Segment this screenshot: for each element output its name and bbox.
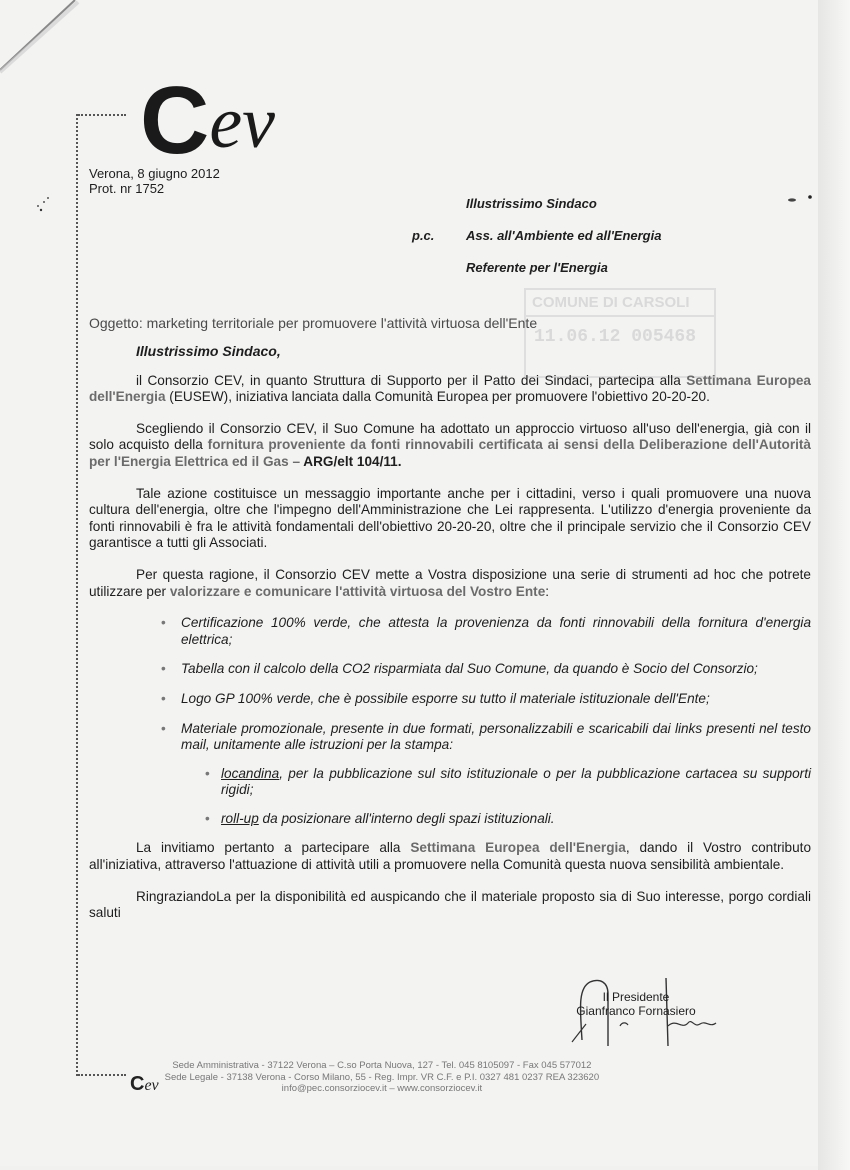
pc-label: p.c. (412, 228, 435, 243)
cev-logo: C ev (140, 67, 276, 174)
stray-ink-mark (30, 190, 60, 220)
protocol-number: Prot. nr 1752 (89, 181, 165, 196)
letter-subject: Oggetto: marketing territoriale per promuovere l'attività virtuosa dell'Ente (89, 315, 538, 331)
list-item: • locandina, per la pubblicazione sul sito istituzionale o per la pubblicazione cartacea su supporti rigidi; (221, 766, 811, 799)
signatory-title: Il Presidente (602, 990, 670, 1004)
letterhead-dotted-line-bottom (78, 1074, 126, 1076)
highlight-renewable-supply: fornitura proveniente da fonti rinnovabili certificata ai sensi della Deliberazione dell'Autorità per l'Energia Elettrica ed il Gas – (89, 437, 811, 469)
stamp-municipality: COMUNE DI CARSOLI (526, 290, 714, 317)
list-item: • Materiale promozionale, presente in due formati, personalizzabili e scaricabili dai links presenti nel testo mail, unitamente alle istruzioni per la stampa: • locandina, per la pubblicazione sul sito istituzionale o per la pubblicazione cartacea su supporti rigidi; • roll-up da posizionare all'interno degli spazi istituzionali. (181, 721, 811, 828)
letterhead-dotted-line (76, 114, 78, 1076)
regulation-reference: ARG/elt 104/11. (303, 453, 402, 469)
paragraph-6: RingraziandoLa per la disponibilità ed auspicando che il materiale proposto sia di Suo interesse, porgo cordiali saluti (89, 888, 811, 921)
paragraph-2: Scegliendo il Consorzio CEV, il Suo Comune ha adottato un approccio virtuoso all'uso dell'energia, già con il solo acquisto della fornitura proveniente da fonti rinnovabili certificata ai sensi della Deliberazione dell'Autorità per l'Energia Elettrica ed il Gas – ARG/elt 104/11. (89, 420, 811, 469)
recipient-assessor: Ass. all'Ambiente ed all'Energia (466, 228, 662, 243)
date-block (89, 166, 220, 196)
recipient-block (412, 196, 661, 292)
footer-contacts: info@pec.consorziocev.it – www.consorziocev.it (281, 1083, 483, 1094)
highlight-eusew-2: Settimana Europea dell'Energia (410, 840, 626, 856)
tools-list (89, 615, 811, 827)
stray-ink-mark (784, 192, 814, 206)
paragraph-1: il Consorzio CEV, in quanto Struttura di Supporto per il Patto dei Sindaci, partecipa alla Settimana Europea dell'Energia (EUSEW), iniziativa lanciata dalla Comunità Europea per promuovere l'obiettivo 20-20-20. (89, 372, 811, 405)
footer-admin-address: Sede Amministrativa - 37122 Verona – C.so Porta Nuova, 127 - Tel. 045 8105097 - Fax 045 577012 (172, 1060, 592, 1071)
roll-up-link[interactable]: roll-up (221, 810, 259, 826)
letter-date: Verona, 8 giugno 2012 (89, 166, 220, 181)
list-item: • Tabella con il calcolo della CO2 risparmiata dal Suo Comune, da quando è Socio del Consorzio; (181, 661, 811, 678)
list-item: • Logo GP 100% verde, che è possibile esporre su tutto il materiale istituzionale dell'Ente; (181, 691, 811, 708)
paragraph-3: Tale azione costituisce un messaggio importante anche per i cittadini, verso i quali promuovere una nuova cultura dell'energia, oltre che l'impegno dell'Amministrazione che Lei rappresenta. L'utilizzo d'energia proveniente da fonti rinnovabili è fra le attività fondamentali dell'obiettivo 20-20-20, oltre che il principale servizio che il Consorzio CEV garantisce a tutti gli Associati. (89, 485, 811, 551)
signature-block (556, 990, 716, 1018)
recipient-energy-referent: Referente per l'Energia (466, 260, 608, 275)
highlight-promote: valorizzare e comunicare l'attività virtuosa del Vostro Ente (169, 583, 546, 599)
signatory-name: Gianfranco Fornasiero (576, 1004, 696, 1018)
paragraph-5: La invitiamo pertanto a partecipare alla Settimana Europea dell'Energia, dando il Vostro contributo all'iniziativa, attraverso l'attuazione di attività utili a promuovere nella Comunità questa nuova sensibilità ambientale. (89, 840, 812, 873)
stamp-number: 11.06.12 005468 (534, 327, 697, 347)
footer-cev-logo: Cev (130, 1072, 159, 1095)
locandina-link[interactable]: locandina (221, 765, 280, 781)
letterhead-dotted-line-top (78, 114, 126, 116)
list-item: • roll-up da posizionare all'interno degli spazi istituzionali. (221, 811, 811, 828)
letterhead-footer (130, 1060, 599, 1095)
paragraph-4: Per questa ragione, il Consorzio CEV mette a Vostra disposizione una serie di strumenti ad hoc che potrete utilizzare per valorizzare e comunicare l'attività virtuosa del Vostro Ente: (89, 566, 811, 599)
scanner-edge (818, 0, 850, 1170)
list-item: • Certificazione 100% verde, che attesta la provenienza da fonti rinnovabili della fornitura d'energia elettrica; (181, 615, 811, 648)
letter-body (89, 343, 811, 937)
recipient-mayor: Illustrissimo Sindaco (466, 196, 597, 211)
footer-legal-address: Sede Legale - 37138 Verona - Corso Milano, 55 - Reg. Impr. VR C.F. e P.I. 0327 481 0237 REA 323620 (164, 1071, 600, 1083)
promo-formats-list (181, 766, 811, 828)
highlight-eusew: Settimana Europea dell'Energia (89, 372, 811, 405)
page-fold-mark (0, 0, 120, 80)
salutation: Illustrissimo Sindaco, (136, 343, 281, 359)
